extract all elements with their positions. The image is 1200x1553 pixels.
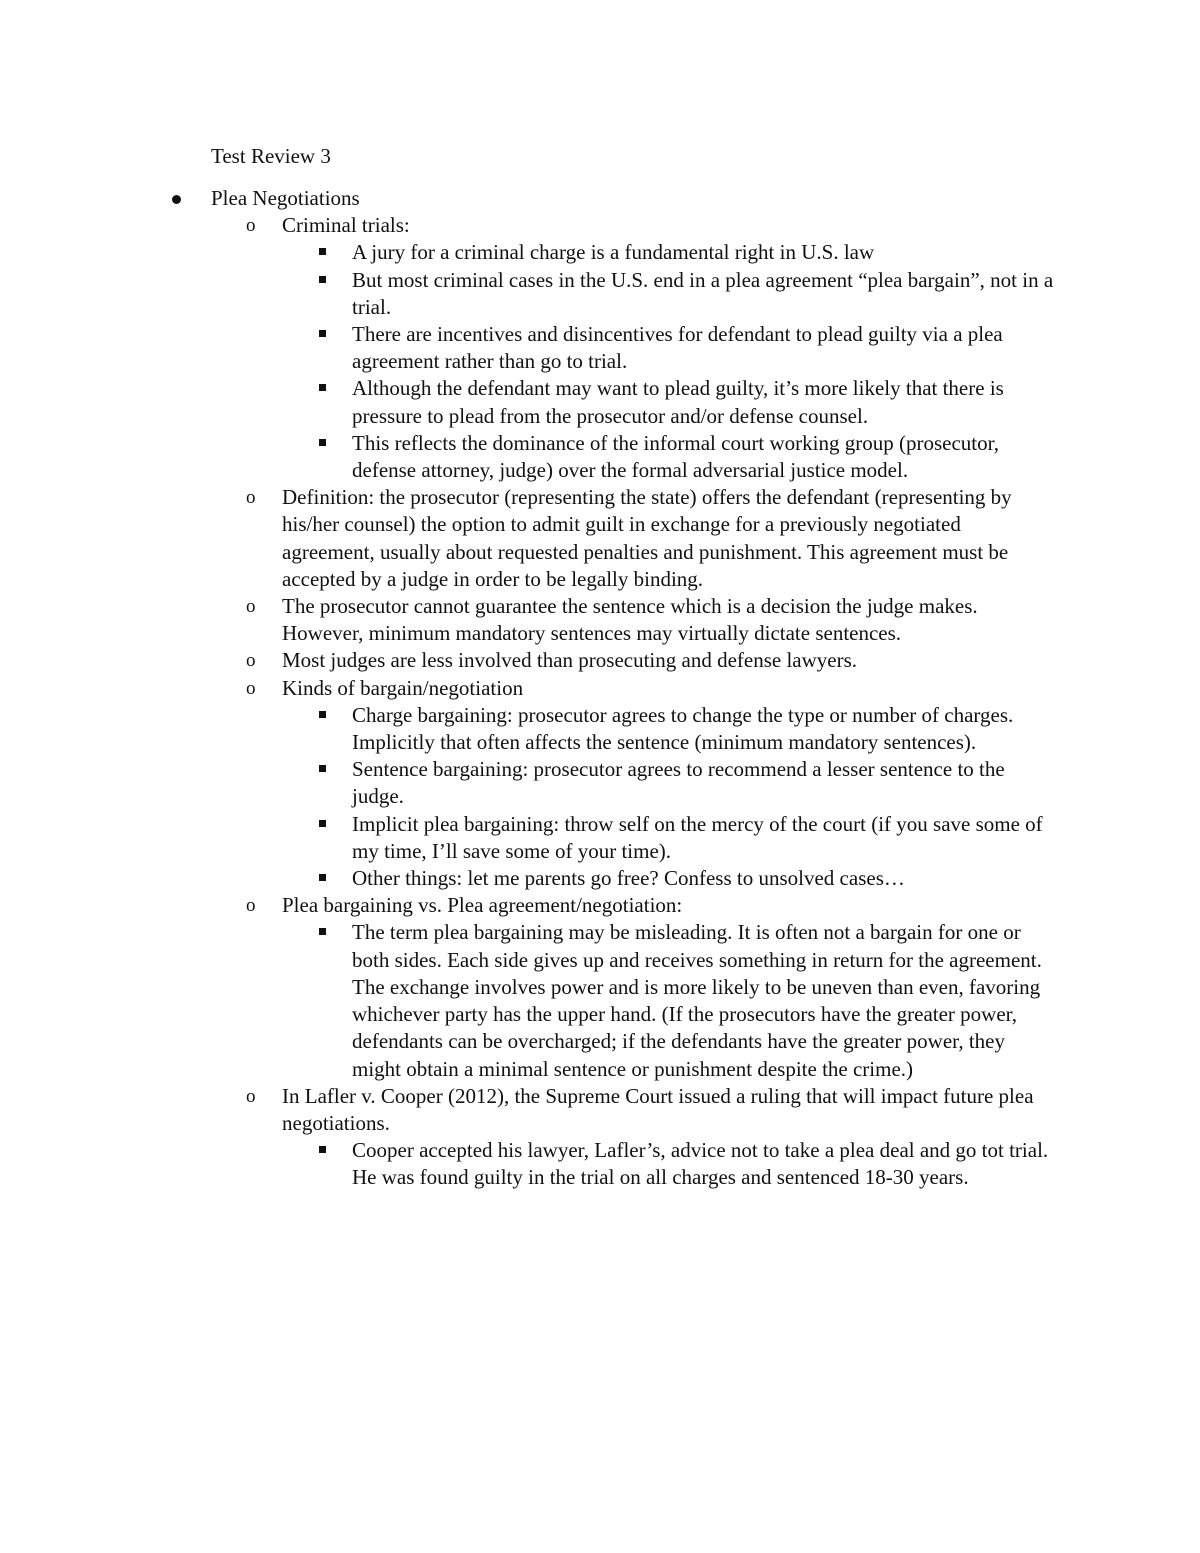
detail-text: Cooper accepted his lawyer, Lafler’s, advice not to take a plea deal and go tot trial. He was found guilty in the trial on all charges and sentenced 18-30 years.: [352, 1138, 1049, 1190]
bullet-square-icon: [319, 439, 326, 446]
subpoint-text: In Lafler v. Cooper (2012), the Supreme Court issued a ruling that will impact future plea negotiations.: [282, 1083, 1034, 1135]
bullet-circle-icon: o: [246, 1085, 256, 1107]
detail-item: [0, 702, 1057, 756]
detail-list: [0, 239, 1200, 484]
bullet-circle-icon: o: [246, 596, 256, 618]
bullet-disc-icon: [172, 195, 181, 204]
subpoint-text: Criminal trials:: [282, 213, 410, 238]
detail-item: [0, 1137, 1057, 1191]
bullet-circle-icon: o: [246, 677, 256, 699]
bullet-square-icon: [319, 1146, 326, 1153]
subpoint-item: [0, 647, 1052, 674]
subpoint-text: Most judges are less involved than prosecuting and defense lawyers.: [282, 648, 858, 673]
subpoint-item: [0, 593, 1052, 647]
detail-text: Other things: let me parents go free? Confess to unsolved cases…: [352, 866, 905, 891]
detail-list: [0, 919, 1200, 1082]
detail-text: The term plea bargaining may be misleading. It is often not a bargain for one or both sides. Each side gives up and receives something in return for the agreement. The exchange involves power and is more likely to be uneven than even, favoring whichever party has the upper hand. (If the prosecutors have the greater power, defendants can be overcharged; if the defendants have the greater power, they might obtain a minimal sentence or punishment despite the crime.): [352, 920, 1042, 1081]
section-heading: Plea Negotiations: [211, 186, 360, 210]
bullet-square-icon: [319, 711, 326, 718]
bullet-square-icon: [319, 820, 326, 827]
detail-item: [0, 267, 1057, 321]
subpoint-text: The prosecutor cannot guarantee the sentence which is a decision the judge makes. However, minimum mandatory sentences may virtually dictate sentences.: [282, 594, 978, 646]
detail-text: Charge bargaining: prosecutor agrees to change the type or number of charges. Implicitly that often affects the sentence (minimum mandatory sentences).: [352, 702, 1014, 755]
bullet-square-icon: [319, 384, 326, 391]
bullet-square-icon: [319, 928, 326, 935]
bullet-square-icon: [319, 874, 326, 881]
bullet-square-icon: [319, 765, 326, 772]
subpoint-item: [0, 212, 1052, 239]
detail-text: Although the defendant may want to plead guilty, it’s more likely that there is pressure to plead from the prosecutor and/or defense counsel.: [352, 376, 1004, 428]
detail-text: Implicit plea bargaining: throw self on the mercy of the court (if you save some of my time, I’ll save some of your time).: [352, 811, 1043, 863]
detail-item: [0, 811, 1057, 865]
detail-text: There are incentives and disincentives for defendant to plead guilty via a plea agreement rather than go to trial.: [352, 322, 1003, 374]
detail-list: [0, 1137, 1200, 1191]
detail-text: Sentence bargaining: prosecutor agrees to recommend a lesser sentence to the judge.: [352, 757, 1005, 809]
bullet-circle-icon: o: [246, 895, 256, 917]
subpoint-list: [0, 212, 1200, 1191]
outline-section: [0, 185, 1200, 212]
detail-text: A jury for a criminal charge is a fundamental right in U.S. law: [352, 240, 875, 265]
detail-item: [0, 756, 1057, 810]
subpoint-item: [0, 675, 1052, 702]
bullet-circle-icon: o: [246, 487, 256, 509]
detail-item: [0, 865, 1057, 892]
bullet-circle-icon: o: [246, 650, 256, 672]
subpoint-item: [0, 1083, 1052, 1137]
subpoint-text: Plea bargaining vs. Plea agreement/negotiation:: [282, 893, 683, 918]
outline-list: [0, 185, 1200, 1192]
detail-text: This reflects the dominance of the informal court working group (prosecutor, defense attorney, judge) over the formal adversarial justice model.: [352, 430, 1000, 483]
detail-text: But most criminal cases in the U.S. end in a plea agreement “plea bargain”, not in a trial.: [352, 267, 1054, 319]
bullet-circle-icon: o: [246, 215, 256, 237]
detail-item: [0, 321, 1057, 375]
subpoint-text: Definition: the prosecutor (representing the state) offers the defendant (representing by his/her counsel) the option to admit guilt in exchange for a previously negotiated agreement, usually about requested penalties and punishment. This agreement must be accepted by a judge in order to be legally binding.: [282, 485, 1012, 591]
subpoint-item: [0, 892, 1052, 919]
detail-item: [0, 430, 1057, 484]
detail-item: [0, 919, 1057, 1082]
document-title: Test Review 3: [211, 144, 331, 168]
bullet-square-icon: [319, 276, 326, 283]
detail-item: [0, 375, 1057, 429]
detail-item: [0, 239, 1057, 266]
bullet-square-icon: [319, 330, 326, 337]
bullet-square-icon: [319, 248, 326, 255]
detail-list: [0, 702, 1200, 892]
subpoint-text: Kinds of bargain/negotiation: [282, 675, 524, 700]
subpoint-item: [0, 484, 1052, 593]
